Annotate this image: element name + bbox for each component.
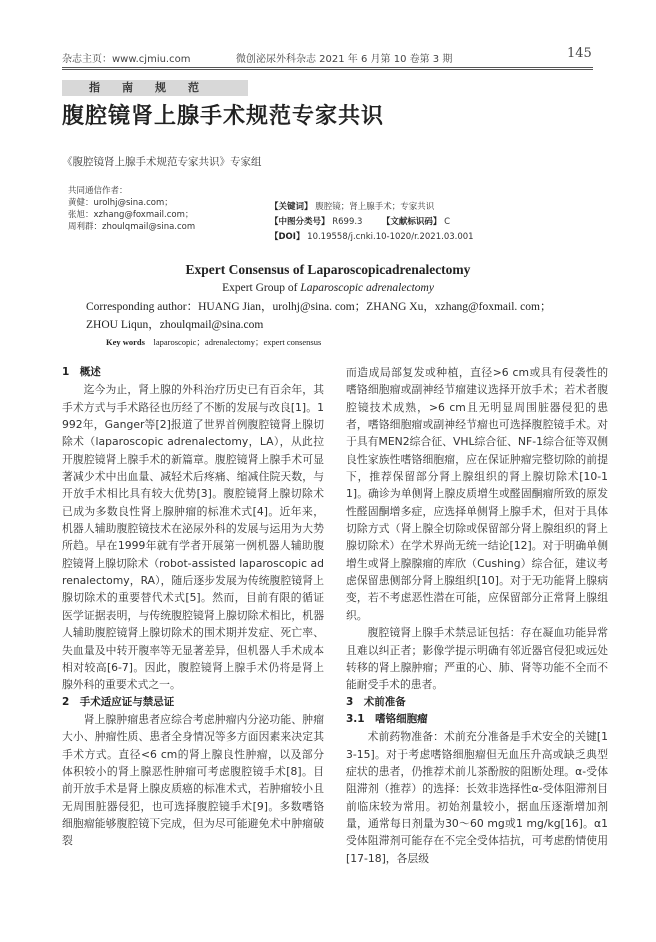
english-corresponding-line2: ZHOU Liqun，zhoulqmail@sina.com — [86, 319, 264, 331]
classification-line — [270, 215, 474, 230]
doc-value: C — [444, 217, 451, 227]
english-group-italic: Laparoscopic adrenalectomy — [300, 282, 434, 294]
article-title: 腹腔镜肾上腺手术规范专家共识 — [62, 103, 385, 129]
keywords-line — [270, 200, 474, 215]
section-heading-preop: 3 术前准备 — [346, 695, 406, 708]
doi-label: 【DOI】 — [270, 232, 305, 242]
corresponding-huang: 黄健：urolhj@sina.com； — [68, 198, 173, 208]
corresponding-zhou: 周利群：zhoulqmail@sina.com — [68, 222, 196, 232]
section-heading-overview: 1 概述 — [62, 366, 101, 378]
english-corresponding-line1: Corresponding author：HUANG Jian，urolhj@sina. com；ZHANG Xu，xzhang@foxmail. com； — [86, 301, 552, 313]
paragraph-contraindications: 腹腔镜肾上腺手术禁忌证包括：存在凝血功能异常且难以纠正者；影像学提示明确有邻近器官侵犯或远处转移的肾上腺肿瘤；严重的心、肺、肾等功能不全而不能耐受手术的患者。 — [346, 626, 608, 692]
paragraph-pheo: 术前药物准备：术前充分准备是手术安全的关键[13-15]。对于考虑嗜铬细胞瘤但无血压升高或缺乏典型症状的患者，仍推荐术前儿茶酚胺的阻断处理。α-受体阻滞剂（推荐）的选择：长效非选择性α-受体阻滞剂目前临床较为常用。初始剂量较小，据血压逐渐增加剂量，通常每日剂量为30～60 mg或1 mg/kg[16]。α1受体阻滞剂可能存在不完全受体拮抗，可考虑酌情使用[17-18]，各层级 — [346, 730, 608, 865]
left-column — [62, 364, 324, 850]
header-rule — [62, 67, 593, 68]
paragraph-indications: 肾上腺肿瘤患者应综合考虑肿瘤内分泌功能、肿瘤大小、肿瘤性质、患者全身情况等多方面因素来决定其手术方式。直径<6 cm的肾上腺良性肿瘤，以及部分体积较小的肾上腺恶性肿瘤可考虑腹腔镜手术[8]。目前开放手术是肾上腺皮质癌的标准术式，若肿瘤较小且无周围脏器侵犯，也可选择腹腔镜手术[9]。多数嗜铬细胞瘤能够腹腔镜下完成，但为尽可能避免术中肿瘤破裂 — [62, 712, 324, 848]
paragraph-indications-cont: 而造成局部复发或种植，直径>6 cm或具有侵袭性的嗜铬细胞瘤或副神经节瘤建议选择开放手术；若术者腹腔镜技术成熟，>6 cm且无明显周围脏器侵犯的患者，嗜铬细胞瘤或副神经节瘤也可选择腹腔镜手术。对于具有MEN2综合征、VHL综合征、NF-1综合征等双侧良性家族性嗜铬细胞瘤，应在保证肿瘤完整切除的前提下，推荐保留部分肾上腺组织的肾上腺切除术[10-11]。确诊为单侧肾上腺皮质增生或醛固酮瘤所致的原发性醛固酮增多症，应选择单侧肾上腺手术，但对于具体切除方式（肾上腺全切除或保留部分肾上腺组织的肾上腺切除术）在学术界尚无统一结论[12]。对于明确单侧增生或肾上腺腺瘤的库欣（Cushing）综合征，建议考虑保留患侧部分肾上腺组织[10]。对于无功能肾上腺病变，若不考虑恶性潜在可能，应保留部分正常肾上腺组织。 — [346, 366, 608, 622]
clc-label: 【中图分类号】 — [270, 217, 330, 227]
english-keywords — [106, 336, 321, 348]
header-rule-thin — [62, 69, 593, 70]
page-number: 145 — [567, 46, 592, 61]
english-keywords-value: laparoscopic；adrenalectomy；expert consensus — [153, 337, 322, 347]
section-band: 指南规范 — [62, 80, 248, 96]
doi-line — [270, 230, 474, 245]
corresponding-label: 共同通信作者： — [68, 186, 128, 196]
paragraph-overview: 迄今为止，肾上腺的外科治疗历史已有百余年，其手术方式与手术路径也历经了不断的发展与改良[1]。1992年，Ganger等[2]报道了世界首例腹腔镜肾上腺切除术（laparoscopic adrenalectomy，LA），从此拉开腹腔镜肾上腺手术的新篇章。腹腔镜肾上腺手术可显著减少术中出血量、减轻术后疼痛、缩减住院天数，与开放手术相比具有较大优势[3]。腹腔镜肾上腺切除术已成为多数良性肾上腺肿瘤的标准术式[4]。近年来，机器人辅助腹腔镜技术在泌尿外科的发展与运用为大势所趋。早在1999年就有学者开展第一例机器人辅助腹腔镜肾上腺切除术（robot-assisted laparoscopic adrenalectomy，RA），随后逐步发展为传统腹腔镜肾上腺切除术的重要替代术式[5]。然而，目前有限的循证医学证据表明，与传统腹腔镜肾上腺切除术相比，机器人辅助腹腔镜肾上腺切除术的围术期并发症、死亡率、失血量及中转开腹率等无显著差异，但机器人手术成本相对较高[6-7]。因此，腹腔镜肾上腺手术仍将是肾上腺外科的重要术式之一。 — [62, 383, 324, 692]
english-corresponding — [86, 298, 596, 334]
author-group: 《腹腔镜肾上腺手术规范专家共识》专家组 — [62, 156, 262, 168]
journal-website: 杂志主页：www.cjmiu.com — [62, 54, 191, 65]
keywords-label: 【关键词】 — [270, 202, 313, 212]
doi-value: 10.19558/j.cnki.10-1020/r.2021.03.001 — [307, 232, 474, 242]
keywords-value: 腹腔镜；肾上腺手术；专家共识 — [315, 202, 435, 212]
clc-value: R699.3 — [332, 217, 363, 227]
english-title: Expert Consensus of Laparoscopicadrenalectomy — [185, 262, 471, 277]
english-keywords-label: Key words — [106, 337, 145, 347]
doc-label: 【文献标识码】 — [381, 217, 442, 227]
section-heading-indications: 2 手术适应证与禁忌证 — [62, 695, 175, 708]
journal-issue: 微创泌尿外科杂志 2021 年 6 月第 10 卷第 3 期 — [236, 54, 453, 65]
subsection-heading-pheo: 3.1 嗜铬细胞瘤 — [346, 712, 428, 725]
corresponding-authors — [68, 185, 195, 233]
right-column — [346, 364, 608, 867]
english-group — [0, 282, 656, 294]
keywords-block — [270, 200, 474, 245]
english-group-prefix: Expert Group of — [222, 282, 301, 294]
corresponding-zhang: 张旭：xzhang@foxmail.com； — [68, 210, 194, 220]
